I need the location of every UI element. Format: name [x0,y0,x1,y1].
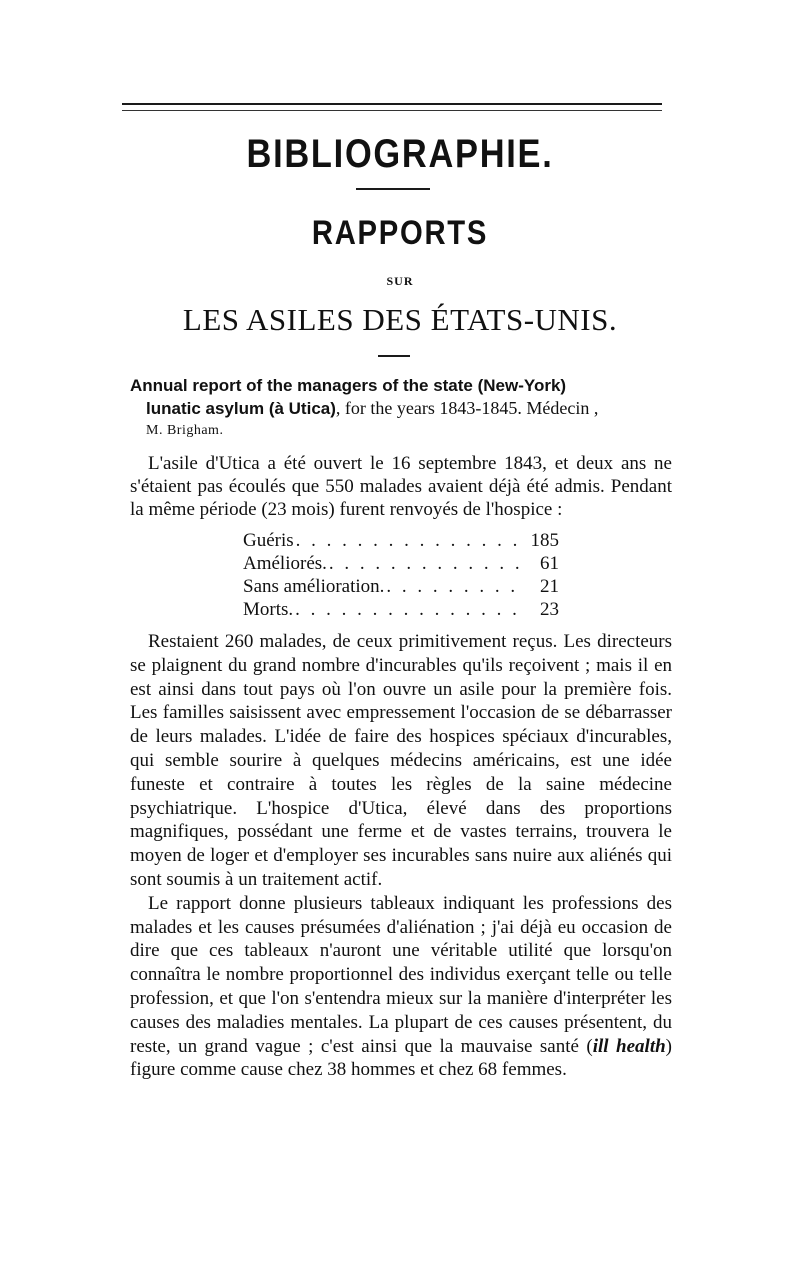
subtitle-divider [378,355,410,357]
statistics-table [243,529,563,621]
top-rule-thin [122,110,662,111]
paragraph-3-end: ) figure comme cause chez 38 hommes et chez 68 femmes. [130,1035,672,1081]
leader-dots [296,529,521,552]
report-title-part-2: lunatic asylum (à Utica) [146,399,336,418]
body-text [130,630,672,1082]
page-title: RAPPORTS [311,214,489,252]
stat-row-gueris [243,529,563,552]
stat-row-sans-amelioration [243,575,563,598]
leader-dots [295,598,521,621]
report-title-line-1 [130,374,690,397]
stat-label: Sans amélioration. [243,576,385,597]
intro-paragraph-block [130,452,672,521]
intro-paragraph: L'asile d'Utica a été ouvert le 16 septembre 1843, et deux ans ne s'étaient pas écoulés que 550 malades avaient déjà été admis. Pendant la même période (23 mois) furent renvoyés de l'hospice : [130,453,672,520]
paragraph-2: Restaient 260 malades, de ceux primitivement reçus. Les directeurs se plaignent du grand nombre d'incurables qu'ils reçoivent ; mais il en est ainsi dans tout pays où l'on ouvre un asile pour la première fois. Les familles saisissent avec empressement l'occasion de se débarrasser de leurs malades. L'idée de faire des hospices spéciaux d'incurables, qui semble sourire à quelques médecins américains, est une idée funeste et contraire à toutes les règles de la saine médecine psychiatrique. L'hospice d'Utica, élevé dans des proportions magnifiques, possédant une ferme et de vastes terrains, trouvera le moyen de loger et d'employer ses incurables sans nuire aux aliénés qui sont soumis à un traitement actif. [130,631,672,890]
leader-dots [329,552,521,575]
title-connector: SUR [386,274,414,288]
title-divider [356,188,430,190]
report-title-line-2 [130,397,690,420]
stat-value: 23 [540,599,559,620]
leader-dots [386,575,521,598]
top-rule [122,103,662,105]
stat-row-morts [243,598,563,621]
stat-label: Guéris [243,530,294,551]
paragraph-3-italic: ill health [592,1035,666,1057]
stat-row-ameliores [243,552,563,575]
stat-value: 61 [540,553,559,574]
paragraph-3 [130,892,672,1082]
stat-label: Morts. [243,599,294,620]
report-title-part-1: Annual report of the managers of the state (New-York) [130,376,567,395]
page-subtitle: LES ASILES DES ÉTATS-UNIS. [182,302,618,337]
report-reference [130,374,690,442]
section-title: BIBLIOGRAPHIE. [246,132,554,176]
stat-label: Améliorés. [243,553,327,574]
report-author: M. Brigham. [146,423,224,438]
stat-value: 185 [530,530,559,551]
paragraph-3-start: Le rapport donne plusieurs tableaux indiquant les professions des malades et les causes présumées d'aliénation ; j'ai déjà eu occasion de dire que ces tableaux n'auront une véritable utilité que lorsqu'on connaîtra le nombre proportionnel des individus exerçant telle ou telle profession, et que l'on s'entendra mieux sur la manière d'interpréter les causes des maladies mentales. La plupart de ces causes présentent, du reste, un grand vague ; c'est ainsi que la mauvaise santé ( [130,892,672,1057]
stat-value: 21 [540,576,559,597]
report-details: , for the years 1843-1845. Médecin , [335,398,599,418]
